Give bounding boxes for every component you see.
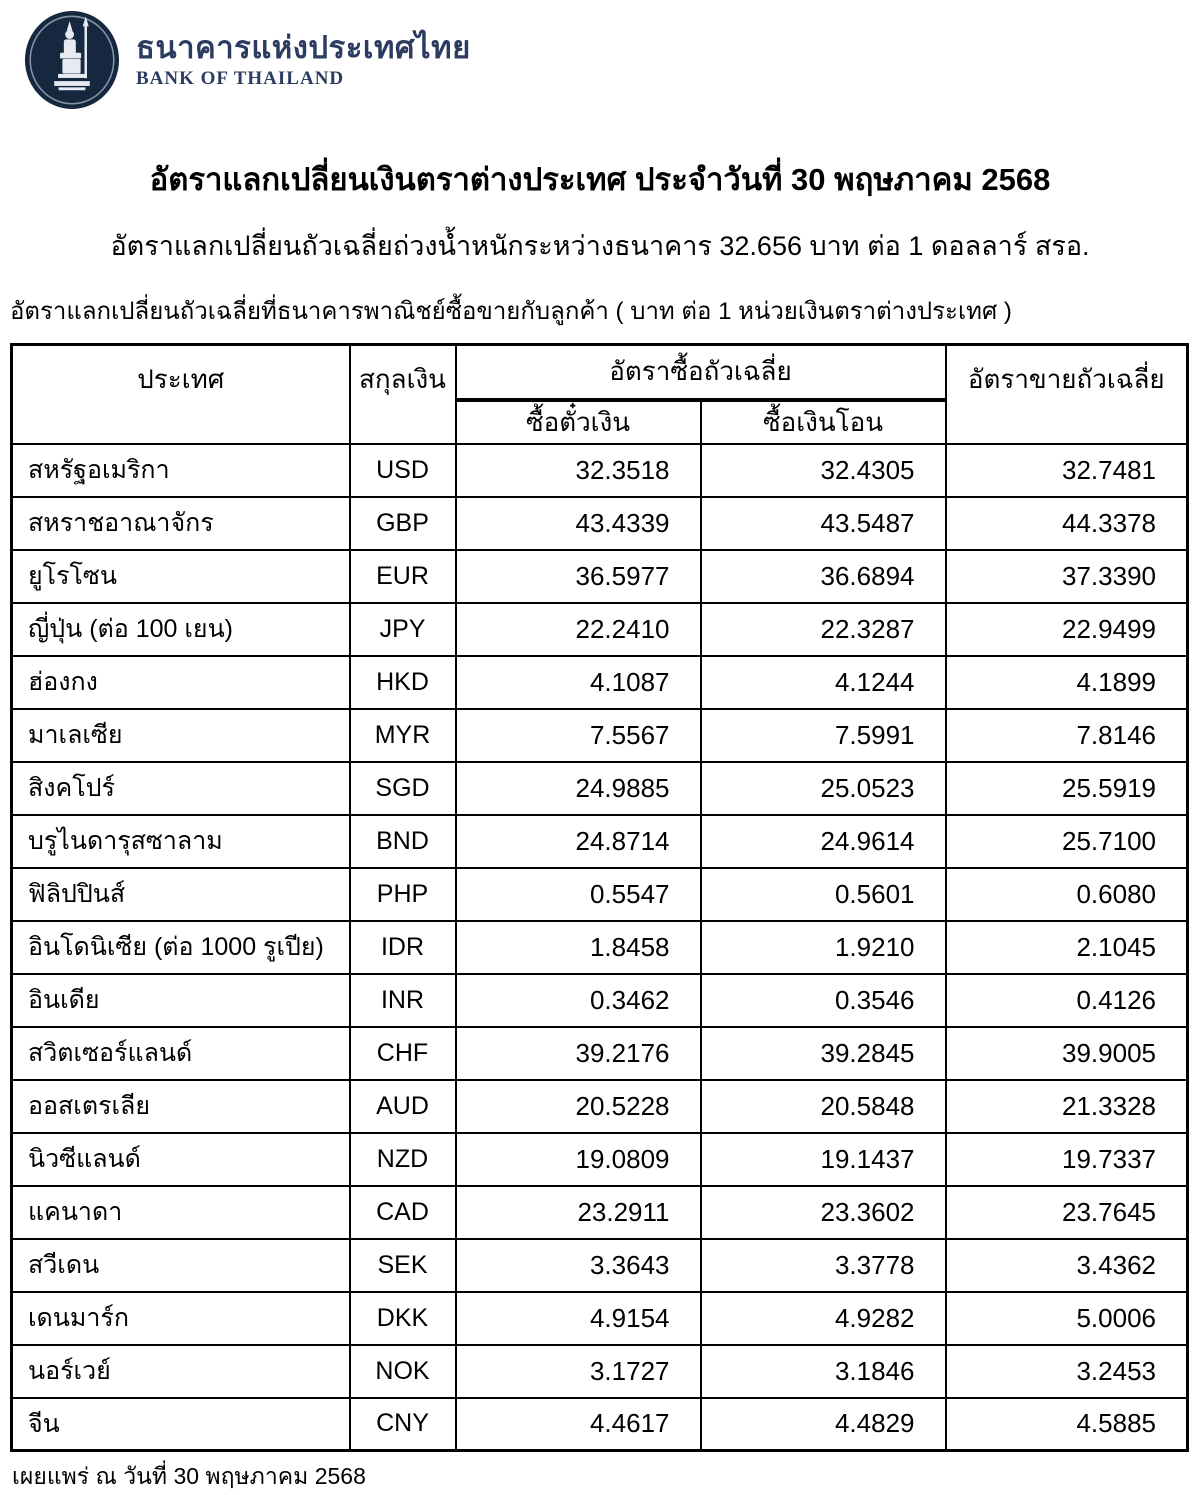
selling-cell: 2.1045 bbox=[946, 921, 1188, 974]
buying-transfer-cell: 23.3602 bbox=[701, 1186, 946, 1239]
table-row bbox=[12, 1292, 1188, 1345]
table-row bbox=[12, 603, 1188, 656]
country-cell: มาเลเซีย bbox=[12, 709, 350, 762]
interbank-rate-subtitle: อัตราแลกเปลี่ยนถัวเฉลี่ยถ่วงน้ำหนักระหว่างธนาคาร 32.656 บาท ต่อ 1 ดอลลาร์ สรอ. bbox=[110, 231, 1090, 261]
buying-sight-cell: 4.1087 bbox=[456, 656, 701, 709]
buying-transfer-cell: 39.2845 bbox=[701, 1027, 946, 1080]
table-row bbox=[12, 550, 1188, 603]
country-cell: เดนมาร์ก bbox=[12, 1292, 350, 1345]
currency-code-cell: CAD bbox=[350, 1186, 456, 1239]
col-header-currency: สกุลเงิน bbox=[350, 345, 456, 444]
buying-transfer-cell: 19.1437 bbox=[701, 1133, 946, 1186]
buying-transfer-cell: 4.4829 bbox=[701, 1398, 946, 1451]
table-row bbox=[12, 868, 1188, 921]
rates-table-body bbox=[12, 444, 1188, 1451]
table-row bbox=[12, 974, 1188, 1027]
selling-cell: 39.9005 bbox=[946, 1027, 1188, 1080]
bank-header bbox=[0, 0, 1200, 110]
country-cell: อินโดนิเซีย (ต่อ 1000 รูเปีย) bbox=[12, 921, 350, 974]
table-row bbox=[12, 1186, 1188, 1239]
buying-transfer-cell: 3.3778 bbox=[701, 1239, 946, 1292]
buying-sight-cell: 19.0809 bbox=[456, 1133, 701, 1186]
col-header-buying-sight: ซื้อตั๋วเงิน bbox=[456, 400, 701, 444]
currency-code-cell: HKD bbox=[350, 656, 456, 709]
buying-sight-cell: 22.2410 bbox=[456, 603, 701, 656]
buying-sight-cell: 20.5228 bbox=[456, 1080, 701, 1133]
currency-code-cell: SGD bbox=[350, 762, 456, 815]
country-cell: สหราชอาณาจักร bbox=[12, 497, 350, 550]
currency-code-cell: DKK bbox=[350, 1292, 456, 1345]
country-cell: แคนาดา bbox=[12, 1186, 350, 1239]
buying-transfer-cell: 20.5848 bbox=[701, 1080, 946, 1133]
table-row bbox=[12, 1080, 1188, 1133]
country-cell: ญี่ปุ่น (ต่อ 100 เยน) bbox=[12, 603, 350, 656]
table-row bbox=[12, 815, 1188, 868]
selling-cell: 3.2453 bbox=[946, 1345, 1188, 1398]
buying-sight-cell: 24.8714 bbox=[456, 815, 701, 868]
selling-cell: 4.5885 bbox=[946, 1398, 1188, 1451]
country-cell: ฟิลิปปินส์ bbox=[12, 868, 350, 921]
col-header-selling: อัตราขายถัวเฉลี่ย bbox=[946, 345, 1188, 444]
currency-code-cell: INR bbox=[350, 974, 456, 1027]
country-cell: ฮ่องกง bbox=[12, 656, 350, 709]
country-cell: ออสเตรเลีย bbox=[12, 1080, 350, 1133]
buying-sight-cell: 7.5567 bbox=[456, 709, 701, 762]
currency-code-cell: IDR bbox=[350, 921, 456, 974]
col-header-buying-transfer: ซื้อเงินโอน bbox=[701, 400, 946, 444]
country-cell: อินเดีย bbox=[12, 974, 350, 1027]
selling-cell: 25.7100 bbox=[946, 815, 1188, 868]
buying-sight-cell: 3.3643 bbox=[456, 1239, 701, 1292]
buying-transfer-cell: 24.9614 bbox=[701, 815, 946, 868]
buying-transfer-cell: 1.9210 bbox=[701, 921, 946, 974]
bank-name-block bbox=[136, 30, 471, 91]
buying-sight-cell: 36.5977 bbox=[456, 550, 701, 603]
currency-code-cell: BND bbox=[350, 815, 456, 868]
buying-sight-cell: 43.4339 bbox=[456, 497, 701, 550]
selling-cell: 25.5919 bbox=[946, 762, 1188, 815]
currency-code-cell: USD bbox=[350, 444, 456, 497]
currency-code-cell: EUR bbox=[350, 550, 456, 603]
buying-transfer-cell: 7.5991 bbox=[701, 709, 946, 762]
buying-sight-cell: 4.4617 bbox=[456, 1398, 701, 1451]
country-cell: สวิตเซอร์แลนด์ bbox=[12, 1027, 350, 1080]
page-title: อัตราแลกเปลี่ยนเงินตราต่างประเทศ ประจำวันที่ 30 พฤษภาคม 2568 bbox=[149, 162, 1051, 197]
buying-sight-cell: 1.8458 bbox=[456, 921, 701, 974]
exchange-rates-table bbox=[10, 343, 1189, 1452]
currency-code-cell: JPY bbox=[350, 603, 456, 656]
table-row bbox=[12, 1398, 1188, 1451]
currency-code-cell: AUD bbox=[350, 1080, 456, 1133]
buying-transfer-cell: 4.1244 bbox=[701, 656, 946, 709]
selling-cell: 3.4362 bbox=[946, 1239, 1188, 1292]
table-row bbox=[12, 921, 1188, 974]
currency-code-cell: SEK bbox=[350, 1239, 456, 1292]
buying-transfer-cell: 3.1846 bbox=[701, 1345, 946, 1398]
bank-name-english: BANK OF THAILAND bbox=[136, 68, 345, 90]
col-header-buying-group: อัตราซื้อถัวเฉลี่ย bbox=[456, 345, 946, 400]
table-row bbox=[12, 1133, 1188, 1186]
currency-code-cell: NOK bbox=[350, 1345, 456, 1398]
country-cell: สวีเดน bbox=[12, 1239, 350, 1292]
table-caption: อัตราแลกเปลี่ยนถัวเฉลี่ยที่ธนาคารพาณิชย์ซื้อขายกับลูกค้า ( บาท ต่อ 1 หน่วยเงินตราต่างประเทศ ) bbox=[10, 298, 1012, 325]
bank-name-thai: ธนาคารแห่งประเทศไทย bbox=[136, 29, 471, 65]
currency-code-cell: CHF bbox=[350, 1027, 456, 1080]
table-row bbox=[12, 1345, 1188, 1398]
currency-code-cell: GBP bbox=[350, 497, 456, 550]
table-row bbox=[12, 1027, 1188, 1080]
country-cell: สหรัฐอเมริกา bbox=[12, 444, 350, 497]
buying-transfer-cell: 25.0523 bbox=[701, 762, 946, 815]
buying-sight-cell: 24.9885 bbox=[456, 762, 701, 815]
selling-cell: 7.8146 bbox=[946, 709, 1188, 762]
selling-cell: 5.0006 bbox=[946, 1292, 1188, 1345]
buying-transfer-cell: 36.6894 bbox=[701, 550, 946, 603]
country-cell: ยูโรโซน bbox=[12, 550, 350, 603]
buying-sight-cell: 4.9154 bbox=[456, 1292, 701, 1345]
table-row bbox=[12, 762, 1188, 815]
buying-transfer-cell: 0.5601 bbox=[701, 868, 946, 921]
table-header bbox=[12, 345, 1188, 444]
buying-sight-cell: 23.2911 bbox=[456, 1186, 701, 1239]
selling-cell: 4.1899 bbox=[946, 656, 1188, 709]
buying-transfer-cell: 22.3287 bbox=[701, 603, 946, 656]
currency-code-cell: NZD bbox=[350, 1133, 456, 1186]
country-cell: นอร์เวย์ bbox=[12, 1345, 350, 1398]
table-row bbox=[12, 656, 1188, 709]
selling-cell: 0.6080 bbox=[946, 868, 1188, 921]
currency-code-cell: PHP bbox=[350, 868, 456, 921]
buying-sight-cell: 32.3518 bbox=[456, 444, 701, 497]
country-cell: สิงคโปร์ bbox=[12, 762, 350, 815]
selling-cell: 21.3328 bbox=[946, 1080, 1188, 1133]
selling-cell: 32.7481 bbox=[946, 444, 1188, 497]
buying-sight-cell: 3.1727 bbox=[456, 1345, 701, 1398]
buying-transfer-cell: 43.5487 bbox=[701, 497, 946, 550]
buying-transfer-cell: 32.4305 bbox=[701, 444, 946, 497]
table-row bbox=[12, 1239, 1188, 1292]
country-cell: บรูไนดารุสซาลาม bbox=[12, 815, 350, 868]
selling-cell: 22.9499 bbox=[946, 603, 1188, 656]
country-cell: จีน bbox=[12, 1398, 350, 1451]
selling-cell: 44.3378 bbox=[946, 497, 1188, 550]
bank-of-thailand-logo-icon bbox=[24, 10, 120, 110]
currency-code-cell: MYR bbox=[350, 709, 456, 762]
buying-transfer-cell: 4.9282 bbox=[701, 1292, 946, 1345]
buying-transfer-cell: 0.3546 bbox=[701, 974, 946, 1027]
published-date: เผยแพร่ ณ วันที่ 30 พฤษภาคม 2568 bbox=[12, 1463, 366, 1489]
selling-cell: 37.3390 bbox=[946, 550, 1188, 603]
selling-cell: 19.7337 bbox=[946, 1133, 1188, 1186]
table-row bbox=[12, 497, 1188, 550]
currency-code-cell: CNY bbox=[350, 1398, 456, 1451]
selling-cell: 23.7645 bbox=[946, 1186, 1188, 1239]
buying-sight-cell: 0.3462 bbox=[456, 974, 701, 1027]
table-row bbox=[12, 709, 1188, 762]
buying-sight-cell: 39.2176 bbox=[456, 1027, 701, 1080]
table-row bbox=[12, 444, 1188, 497]
selling-cell: 0.4126 bbox=[946, 974, 1188, 1027]
buying-sight-cell: 0.5547 bbox=[456, 868, 701, 921]
country-cell: นิวซีแลนด์ bbox=[12, 1133, 350, 1186]
col-header-country: ประเทศ bbox=[12, 345, 350, 444]
